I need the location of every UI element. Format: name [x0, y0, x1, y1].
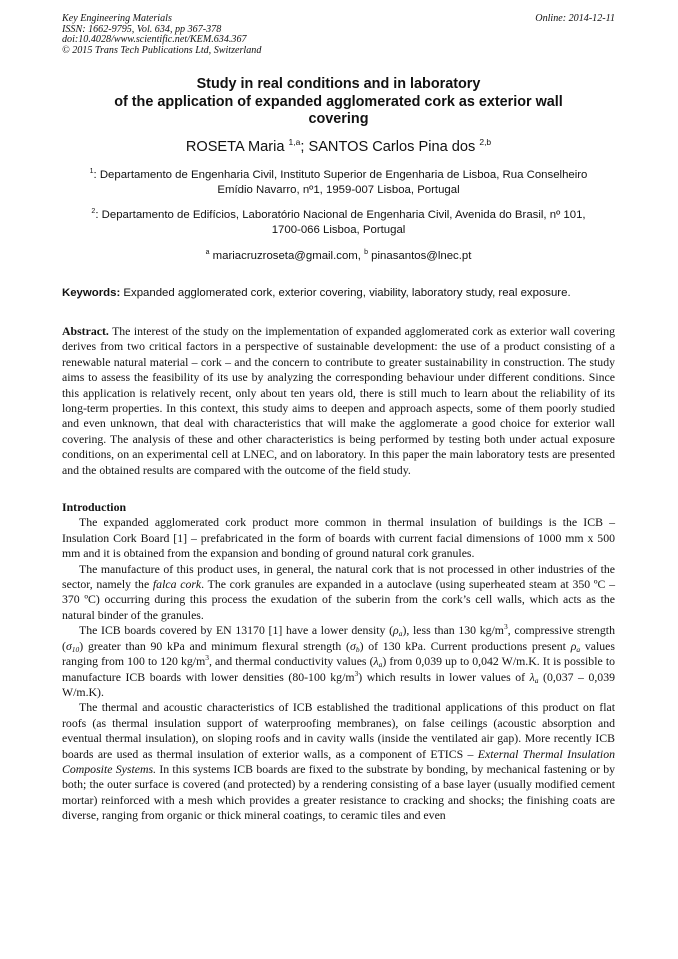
affiliation-2 [62, 204, 615, 239]
intro-paragraph-4 [62, 700, 615, 823]
p3-text: ) from 0,039 up to 0,042 W/m.K. It is possible to manufacture ICB boards with lower densities (80-100 kg/m [62, 654, 615, 684]
rho-symbol: ρ [570, 638, 577, 653]
author-1-mark: 1,a [288, 136, 301, 147]
authors [62, 133, 615, 156]
affiliation-1 [62, 164, 615, 199]
keywords [62, 286, 615, 301]
journal-header [62, 14, 615, 56]
p3-text: ), less than 130 kg/m [402, 623, 504, 638]
author-2: SANTOS Carlos Pina dos [308, 138, 480, 155]
p3-text: ) which results in lower values of [358, 669, 530, 684]
subscript: a [576, 644, 581, 654]
email-b-mark: b [364, 248, 369, 256]
subscript: a [534, 675, 539, 685]
email-b[interactable]: pinasantos@lnec.pt [368, 249, 472, 262]
paper-title [62, 76, 615, 128]
p3-text: ) greater than 90 kPa and minimum flexural strength ( [79, 638, 350, 653]
p2-text-b: . The cork granules are expanded in a autoclave (using superheated steam at 350 ºC – 370 ºC) occurring during this process the exudation of the suberin from the cork’s cell walls, which acts as the natural binder of the granules. [62, 577, 615, 622]
p3-text: , and thermal conductivity values ( [209, 654, 374, 669]
keywords-label: Keywords: [62, 286, 121, 299]
superscript: 3 [354, 668, 359, 678]
intro-paragraph-3 [62, 623, 615, 700]
subscript: a [398, 629, 403, 639]
superscript: 3 [503, 622, 508, 632]
affiliation-1-line-1: : Departamento de Engenharia Civil, Instituto Superior de Engenharia de Lisboa, Rua Conselheiro [93, 168, 588, 181]
affiliation-2-line-1: : Departamento de Edifícios, Laboratório Nacional de Engenharia Civil, Avenida do Brasil, nº 101, [95, 209, 586, 222]
journal-name: Key Engineering Materials [62, 13, 172, 24]
abstract-label: Abstract. [62, 323, 109, 338]
abstract [62, 324, 615, 478]
author-2-mark: 2,b [479, 136, 492, 147]
title-line-1: Study in real conditions and in laboratory [196, 76, 481, 93]
superscript: 3 [205, 653, 210, 663]
etics-term: External Thermal Insulation Composite Systems. [62, 746, 615, 776]
rho-symbol: ρ [393, 623, 399, 638]
online-date: Online: 2014-12-11 [535, 13, 615, 24]
p3-text: The ICB boards covered by EN 13170 [1] have a lower density ( [79, 623, 394, 638]
keywords-text: Expanded agglomerated cork, exterior covering, viability, laboratory study, real exposure. [120, 286, 571, 299]
affiliation-1-mark: 1 [89, 167, 94, 175]
p2-text-a: The manufacture of this product uses, in general, the natural cork that is not processed in other industries of the sector, namely the [62, 561, 615, 592]
intro-paragraph-1: The expanded agglomerated cork product more common in thermal insulation of buildings is the ICB – Insulation Cork Board [1] – prefabricated in the form of boards with current facial dimensions of 1000 mm x 500 mm and it is obtained from the expansion and bonding of ground natural cork granules. [62, 515, 615, 561]
subscript: 10 [71, 644, 80, 654]
p3-text: ) of 130 kPa. Current productions present [359, 638, 571, 653]
affiliation-2-mark: 2 [91, 208, 96, 216]
issn: ISSN: 1662-9795, Vol. 634, pp 367-378 [62, 23, 222, 35]
title-line-3: covering [308, 111, 369, 128]
doi: doi:10.4028/www.scientific.net/KEM.634.367 [62, 34, 247, 46]
lambda-symbol: λ [529, 669, 535, 684]
subscript: a [378, 660, 383, 670]
abstract-text: The interest of the study on the implementation of expanded agglomerated cork as exterior wall covering derives from two critical factors in a perspective of sustainable development: the use of a product consisting of a renewable natural material – cork – and the concern to contribute to greater sustainability in construction. The study aims to assess the feasibility of its use by analyzing the corresponding behaviour under different conditions. Since this application is relatively recent, only about ten years old, there is still much to learn about the reliability of its long-term properties. In this context, this study aims to deepen and approach aspects, some of them poorly studied and even unknown, that deal with characteristics that will make the agglomerate a good choice for exterior wall covering. The analysis of these and other characteristics is being performed by testing both under actual exposure conditions, on an experimental cell at LNEC, and on laboratory. In this paper the main laboratory tests are presented and the obtained results are compared with the outcome of the field study. [62, 323, 615, 477]
email-a-mark: a [205, 248, 210, 256]
p3-text: (0,037 – 0,039 W/m.K). [62, 669, 616, 699]
falca-cork-term: falca cork [152, 577, 202, 592]
subscript: b [355, 644, 360, 654]
p3-text: values ranging from 100 to 120 kg/m [62, 638, 615, 669]
p4-text-a: The thermal and acoustic characteristics of ICB established the traditional applications of this product on flat roofs (as thermal insulation support of waterproofing membranes), on false ceilings (acoustic absorption and eventual thermal insulation), on sloping roofs and in cavity walls (inside the ventilated air gap). More recently ICB boards are used as thermal insulation of exterior walls, as a component of ETICS – [62, 700, 615, 761]
p3-text: , compressive strength ( [62, 623, 615, 653]
author-1: ROSETA Maria [185, 138, 289, 155]
emails [62, 245, 615, 264]
affiliation-2-line-2: 1700-066 Lisboa, Portugal [271, 224, 406, 237]
copyright: © 2015 Trans Tech Publications Ltd, Switzerland [62, 44, 262, 56]
intro-paragraph-2 [62, 562, 615, 624]
affiliation-1-line-2: Emídio Navarro, nº1, 1959-007 Lisboa, Portugal [217, 183, 460, 196]
title-line-2: of the application of expanded agglomerated cork as exterior wall [114, 93, 563, 110]
sigma-symbol: σ [65, 638, 72, 653]
lambda-symbol: λ [373, 654, 379, 669]
author-separator: ; [300, 138, 309, 155]
sigma-symbol: σ [349, 638, 356, 653]
introduction-heading: Introduction [62, 500, 127, 515]
p4-text-b: In this systems ICB boards are fixed to the substrate by bonding, by mechanical fastening or by both; the outer surface is covered (and protected) by a rendering consisting of a base layer (usually modified cement mortar) reinforced with a mesh which provides a greater resistance to cracking and shocks; the finishing coats are diverse, ranging from organic or thick mineral coatings, to ceramic tiles and even [62, 761, 615, 823]
paper-page [62, 14, 615, 824]
email-a[interactable]: mariacruzroseta@gmail.com, [209, 249, 365, 262]
